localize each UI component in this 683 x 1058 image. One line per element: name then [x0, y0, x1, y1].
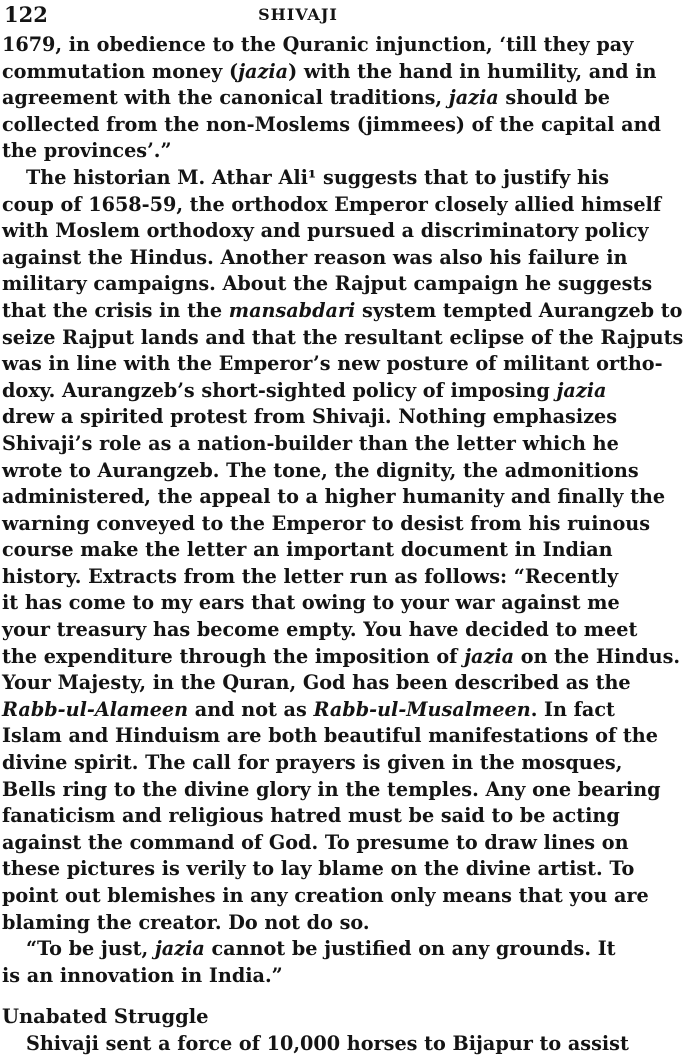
text-line: that the crisis in the mansabdari system tempted Aurangzeb to: [2, 298, 683, 322]
text-line: Rabb-ul-Alameen and not as Rabb-ul-Musalmeen. In fact: [2, 697, 615, 721]
text-line: coup of 1658-59, the orthodox Emperor closely allied himself: [2, 192, 662, 216]
text-line: the provinces’.”: [2, 139, 172, 163]
text-line: military campaigns. About the Rajput campaign he suggests: [2, 272, 653, 296]
text-line: it has come to my ears that owing to your war against me: [2, 591, 620, 615]
text-line: Bells ring to the divine glory in the temples. Any one bearing: [2, 777, 661, 801]
paragraph-2: [2, 165, 683, 936]
text-line: administered, the appeal to a higher humanity and finally the: [2, 485, 666, 509]
text-line: 1679, in obedience to the Quranic injunction, ‘till they pay: [2, 33, 634, 56]
text-line: with Moslem orthodoxy and pursued a discriminatory policy: [2, 219, 649, 243]
text-line: The historian M. Athar Ali¹ suggests that to justify his: [26, 165, 610, 189]
text-line: Shivaji’s role as a nation-builder than the letter which he: [2, 431, 619, 455]
text-line: your treasury has become empty. You have decided to meet: [2, 618, 638, 642]
text-line: point out blemishes in any creation only means that you are: [2, 884, 649, 907]
running-head: SHIVAJI: [258, 5, 338, 24]
paragraph-1: [2, 32, 661, 165]
text-line: Shivaji sent a force of 10,000 horses to Bijapur to assist: [26, 1032, 629, 1056]
page-header: [2, 0, 594, 32]
text-line: divine spirit. The call for prayers is given in the mosques,: [2, 751, 623, 775]
text-line: fanaticism and religious hatred must be said to be acting: [2, 804, 620, 828]
text-line: against the Hindus. Another reason was also his failure in: [2, 245, 628, 269]
text-line: blaming the creator. Do not do so.: [2, 910, 370, 934]
text-line: is an innovation in India.”: [2, 963, 283, 987]
text-line: Your Majesty, in the Quran, God has been described as the: [2, 671, 631, 695]
text-line: collected from the non-Moslems (jimmees) of the capital and: [2, 112, 661, 136]
body-text: [2, 32, 683, 1058]
text-line: “To be just, jazia cannot be justified on any grounds. It: [26, 937, 616, 961]
text-line: commutation money (jazia) with the hand in humility, and in: [2, 59, 657, 83]
text-line: wrote to Aurangzeb. The tone, the dignity, the admonitions: [2, 458, 639, 482]
paragraph-3: [2, 936, 616, 989]
section-heading: Unabated Struggle: [2, 1005, 209, 1029]
text-line: drew a spirited protest from Shivaji. Nothing emphasizes: [2, 405, 618, 429]
text-line: the expenditure through the imposition of jazia on the Hindus.: [2, 644, 681, 668]
paragraph-4: [2, 1031, 629, 1058]
text-line: these pictures is verily to lay blame on the divine artist. To: [2, 857, 635, 881]
page-number: 122: [4, 2, 48, 27]
text-line: doxy. Aurangzeb’s short-sighted policy of imposing jazia: [2, 378, 607, 402]
text-line: history. Extracts from the letter run as follows: “Recently: [2, 564, 619, 588]
text-line: was in line with the Emperor’s new posture of militant ortho-: [2, 352, 663, 376]
text-line: warning conveyed to the Emperor to desist from his ruinous: [2, 511, 650, 535]
text-line: agreement with the canonical traditions, jazia should be: [2, 86, 610, 110]
text-line: course make the letter an important document in Indian: [2, 538, 613, 562]
text-line: seize Rajput lands and that the resultant eclipse of the Rajputs: [2, 325, 683, 349]
text-line: against the command of God. To presume to draw lines on: [2, 830, 629, 854]
text-line: Islam and Hinduism are both beautiful manifestations of the: [2, 724, 658, 748]
